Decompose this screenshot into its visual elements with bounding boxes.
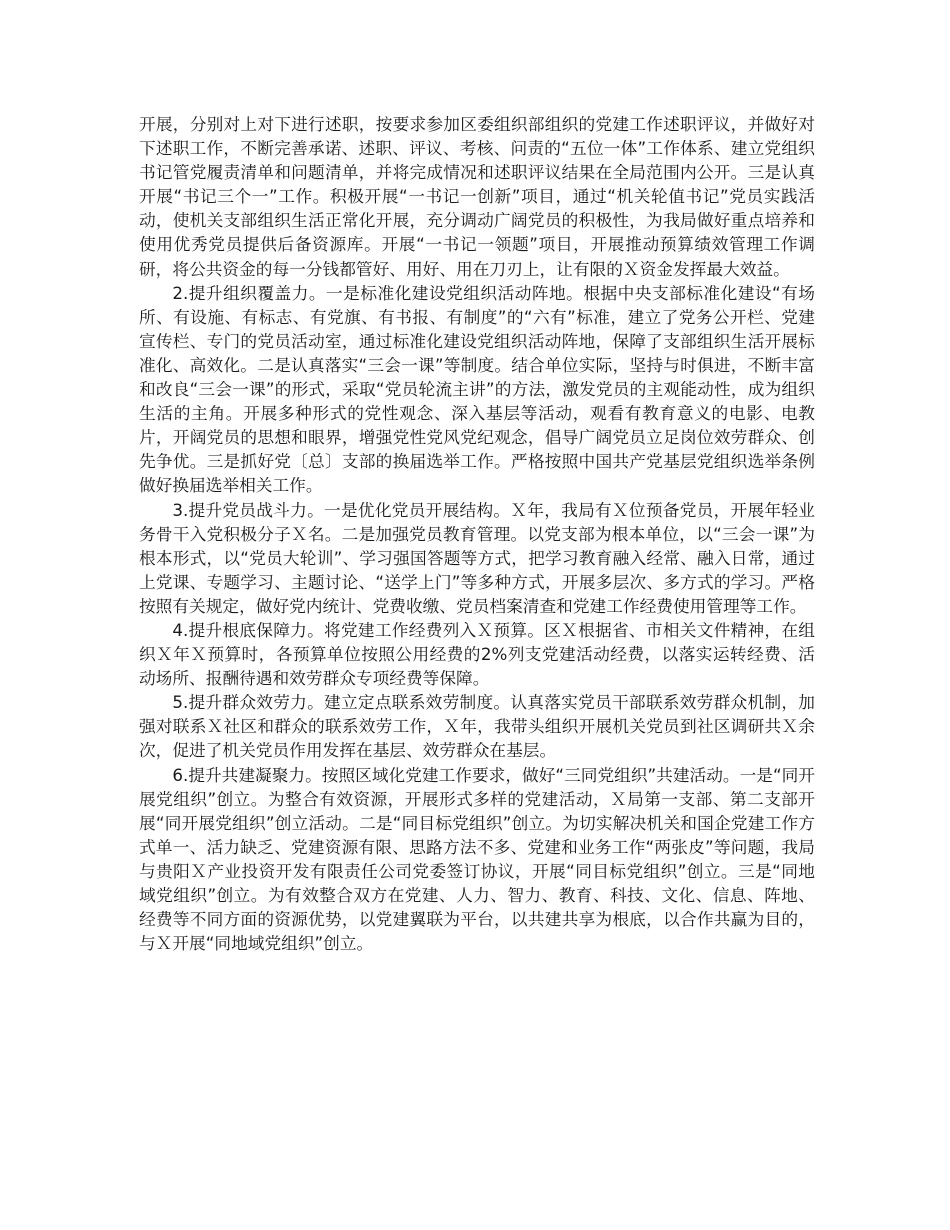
- paragraph-mass-service: 5.提升群众效劳力。建立定点联系效劳制度。认真落实党员干部联系效劳群众机制，加强对联系Ｘ社区和群众的联系效劳工作，Ｘ年，我带头组织开展机关党员到社区调研共Ｘ余次，促进了机关党员作用发挥在基层、效劳群众在基层。: [139, 692, 815, 761]
- paragraph-joint-building: 6.提升共建凝聚力。按照区域化党建工作要求，做好“三同党组织”共建活动。一是“同开展党组织”创立。为整合有效资源，开展形式多样的党建活动，Ｘ局第一支部、第二支部开展“同开展党组织”创立活动。二是“同目标党组织”创立。为切实解决机关和国企党建工作方式单一、活力缺乏、党建资源有限、思路方法不多、党建和业务工作“两张皮”等问题，我局与贵阳Ｘ产业投资开发有限责任公司党委签订协议，开展“同目标党组织”创立。三是“同地域党组织”创立。为有效整合双方在党建、人力、智力、教育、科技、文化、信息、阵地、经费等不同方面的资源优势，以党建翼联为平台，以共建共享为根底，以合作共赢为目的，与Ｘ开展“同地域党组织”创立。: [139, 764, 815, 954]
- paragraph-organization-coverage: 2.提升组织覆盖力。一是标准化建设党组织活动阵地。根据中央支部标准化建设“有场所、有设施、有标志、有党旗、有书报、有制度”的“六有”标准，建立了党务公开栏、党建宣传栏、专门的党员活动室，通过标准化建设党组织活动阵地，保障了支部组织生活开展标准化、高效化。二是认真落实“三会一课”等制度。结合单位实际，坚持与时俱进，不断丰富和改良“三会一课”的形式，采取“党员轮流主讲”的方法，激发党员的主观能动性，成为组织生活的主角。开展多种形式的党性观念、深入基层等活动，观看有教育意义的电影、电教片，开阔党员的思想和眼界，增强党性党风党纪观念，倡导广阔党员立足岗位效劳群众、创先争优。三是抓好党〔总〕支部的换届选举工作。严格按照中国共产党基层党组织选举条例做好换届选举相关工作。: [139, 282, 815, 496]
- paragraph-continuation: 开展，分别对上对下进行述职，按要求参加区委组织部组织的党建工作述职评议，并做好对下述职工作，不断完善承诺、述职、评议、考核、问责的“五位一体”工作体系、建立党组织书记管党履责清单和问题清单，并将完成情况和述职评议结果在全局范围内公开。三是认真开展“书记三个一”工作。积极开展“一书记一创新”项目，通过“机关轮值书记”党员实践活动，使机关支部组织生活正常化开展，充分调动广阔党员的积极性，为我局做好重点培养和使用优秀党员提供后备资源库。开展“一书记一领题”项目，开展推动预算绩效管理工作调研，将公共资金的每一分钱都管好、用好、用在刀刃上，让有限的Ｘ资金发挥最大效益。: [139, 114, 815, 279]
- document-body: [139, 112, 815, 955]
- paragraph-foundation-support: 4.提升根底保障力。将党建工作经费列入Ｘ预算。区Ｘ根据省、市相关文件精神，在组织Ｘ年Ｘ预算时，各预算单位按照公用经费的2%列支党建活动经费，以落实运转经费、活动场所、报酬待遇和效劳群众专项经费等保障。: [139, 619, 815, 689]
- paragraph-member-combat-power: 3.提升党员战斗力。一是优化党员开展结构。Ｘ年，我局有Ｘ位预备党员，开展年轻业务骨干入党积极分子Ｘ名。二是加强党员教育管理。以党支部为根本单位，以“三会一课”为根本形式，以“党员大轮训”、学习强国答题等方式，把学习教育融入经常、融入日常，通过上党课、专题学习、主题讨论、“送学上门”等多种方式，开展多层次、多方式的学习。严格按照有关规定，做好党内统计、党费收缴、党员档案清查和党建工作经费使用管理等工作。: [139, 499, 815, 616]
